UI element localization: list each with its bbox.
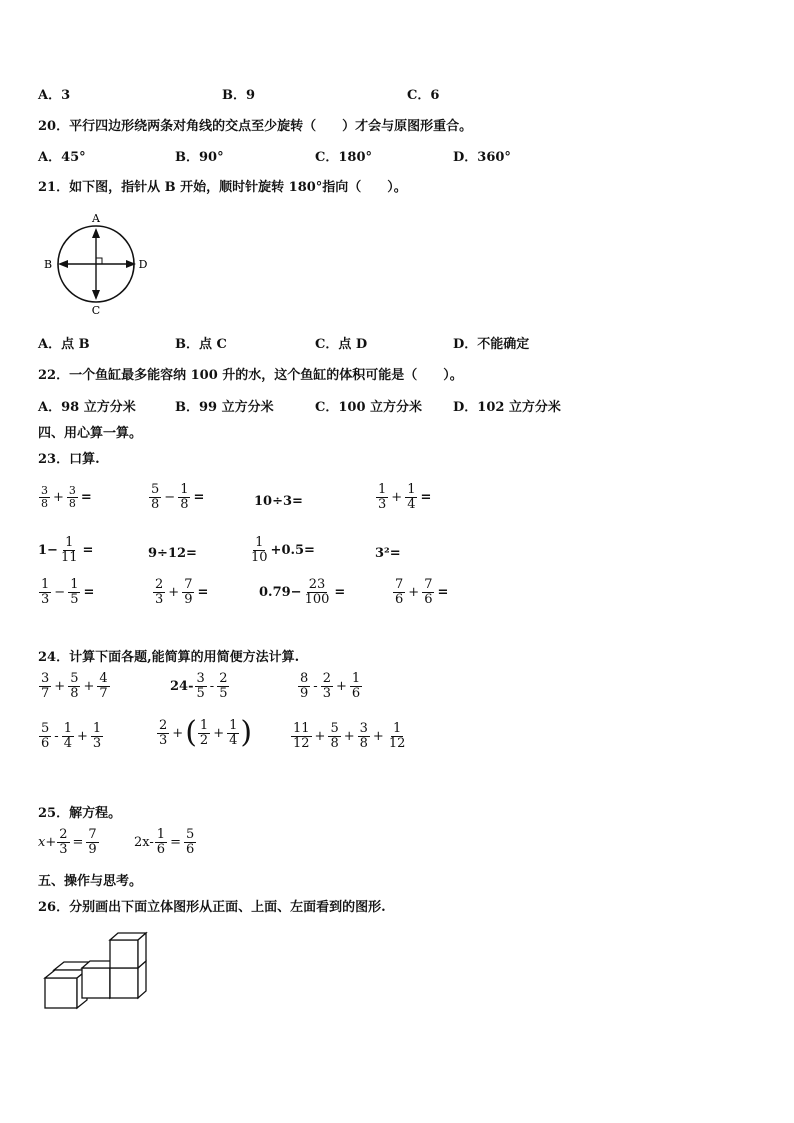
q24-expr-1: $\frac{3}{7}$ + $\frac{5}{8}$ + $\frac{4}{7}$ xyxy=(41,671,108,701)
cube-front-face xyxy=(82,968,110,998)
fraction: $\frac{5}{6}$ xyxy=(41,721,50,751)
q22-option-b: B．99 立方分米 xyxy=(175,400,274,415)
dial-label-left: B xyxy=(43,258,53,271)
q20-option-d: D．360° xyxy=(453,150,511,165)
q21-option-d: D．不能确定 xyxy=(453,337,530,352)
q22-option-d: D．102 立方分米 xyxy=(453,400,561,415)
q24-title: 24．计算下面各题,能简算的用简便方法计算. xyxy=(38,650,300,665)
q24-expr-6: $\frac{11}{12}$ + $\frac{5}{8}$ + $\frac{3}{8}$ + $\frac{1}{12}$ xyxy=(293,721,406,751)
fraction: $\frac{1}{5}$ xyxy=(70,577,79,607)
fraction: $\frac{1}{3}$ xyxy=(41,577,50,607)
cube-front-face xyxy=(45,978,77,1008)
q23-expr-7: $\frac{1}{10}$ +0.5= xyxy=(251,535,315,565)
q23-expr-4: $\frac{1}{3}$ + $\frac{1}{4}$ = xyxy=(378,482,432,512)
arrow-left-icon xyxy=(58,260,68,268)
q23-title: 23．口算. xyxy=(38,452,100,467)
q23-expr-3: 10÷3= xyxy=(254,494,303,509)
fraction: $\frac{2}{5}$ xyxy=(219,671,228,701)
section-4-heading: 四、用心算一算。 xyxy=(38,426,143,441)
q23-expr-1: $\frac{3}{8}$ + $\frac{3}{8}$ = xyxy=(41,484,92,510)
q19-option-b: B．9 xyxy=(222,88,256,103)
arrow-down-icon xyxy=(92,290,100,300)
q25-title: 25．解方程。 xyxy=(38,806,122,821)
fraction: $\frac{3}{8}$ xyxy=(41,484,48,510)
q24-expr-3: $\frac{8}{9}$ - $\frac{2}{3}$ + $\frac{1}{6}$ xyxy=(300,671,361,701)
fraction: $\frac{1}{2}$ xyxy=(199,717,209,748)
q19-option-a: A．3 xyxy=(38,88,71,103)
fraction: $\frac{2}{3}$ xyxy=(322,671,331,701)
cube-front-face xyxy=(110,968,138,998)
fraction: $\frac{1}{10}$ xyxy=(251,535,268,565)
q20-option-b: B．90° xyxy=(175,150,224,165)
fraction: $\frac{1}{6}$ xyxy=(156,827,166,857)
section-5-heading: 五、操作与思考。 xyxy=(38,874,143,889)
fraction: $\frac{5}{8}$ xyxy=(151,482,160,512)
q23-expr-11: 0.79− $\frac{23}{100}$ = xyxy=(259,577,346,607)
q21-option-c: C．点 D xyxy=(315,337,368,352)
q26-title: 26．分别画出下面立体图形从正面、上面、左面看到的图形. xyxy=(38,900,386,915)
fraction: $\frac{1}{4}$ xyxy=(63,721,72,751)
fraction: $\frac{1}{8}$ xyxy=(180,482,189,512)
fraction: $\frac{3}{8}$ xyxy=(359,721,368,751)
cube-front-face xyxy=(110,940,138,968)
q20-option-a: A．45° xyxy=(38,150,86,165)
fraction: $\frac{3}{8}$ xyxy=(68,484,76,510)
fraction: $\frac{2}{3}$ xyxy=(155,577,164,607)
fraction: $\frac{11}{12}$ xyxy=(293,721,310,751)
q23-expr-2: $\frac{5}{8}$ − $\frac{1}{8}$ = xyxy=(151,482,205,512)
dial-label-bottom: C xyxy=(91,304,101,317)
q25-equation-2: 2x- $\frac{1}{6}$ = $\frac{5}{6}$ xyxy=(134,827,195,857)
q22-option-a: A．98 立方分米 xyxy=(38,400,136,415)
q23-expr-5: 1− $\frac{1}{11}$ = xyxy=(38,535,94,565)
fraction: $\frac{5}{8}$ xyxy=(330,721,339,751)
fraction: $\frac{1}{6}$ xyxy=(351,671,361,701)
q21-text: 21．如下图，指针从 B 开始，顺时针旋转 180°指向（ ）。 xyxy=(38,180,407,195)
fraction: $\frac{1}{3}$ xyxy=(378,482,387,512)
q23-expr-12: $\frac{7}{6}$ + $\frac{7}{6}$ = xyxy=(395,577,449,607)
q19-option-c: C．6 xyxy=(407,88,440,103)
q24-expr-4: $\frac{5}{6}$ - $\frac{1}{4}$ + $\frac{1}{3}$ xyxy=(41,721,102,751)
q24-expr-2: 24- $\frac{3}{5}$ - $\frac{2}{5}$ xyxy=(170,671,228,701)
cube-stack-figure xyxy=(40,930,155,1015)
fraction: $\frac{2}{3}$ xyxy=(59,827,68,857)
q23-expr-10: $\frac{2}{3}$ + $\frac{7}{9}$ = xyxy=(155,577,209,607)
q20-text: 20．平行四边形绕两条对角线的交点至少旋转（ ）才会与原图形重合。 xyxy=(38,119,473,134)
q25-equation-1: x+ $\frac{2}{3}$ = $\frac{7}{9}$ xyxy=(38,827,97,857)
fraction: $\frac{2}{3}$ xyxy=(159,717,168,748)
fraction: $\frac{23}{100}$ xyxy=(304,577,330,607)
fraction: $\frac{7}{9}$ xyxy=(184,577,193,607)
q23-expr-9: $\frac{1}{3}$ − $\frac{1}{5}$ = xyxy=(41,577,95,607)
fraction: $\frac{1}{3}$ xyxy=(92,721,102,751)
dial-label-top: A xyxy=(92,212,100,225)
q21-option-a: A．点 B xyxy=(38,337,90,352)
q23-expr-6: 9÷12= xyxy=(148,546,197,561)
dial-figure xyxy=(40,208,155,318)
q20-option-c: C．180° xyxy=(315,150,372,165)
fraction: $\frac{7}{6}$ xyxy=(395,577,404,607)
fraction: $\frac{7}{9}$ xyxy=(88,827,97,857)
fraction: $\frac{3}{7}$ xyxy=(41,671,50,701)
arrow-up-icon xyxy=(92,228,100,238)
q24-expr-5: $\frac{2}{3}$ + ( $\frac{1}{2}$ + $\frac{1}{4}$ ) xyxy=(159,715,253,750)
fraction: $\frac{5}{8}$ xyxy=(70,671,79,701)
fraction: $\frac{4}{7}$ xyxy=(99,671,108,701)
fraction: $\frac{3}{5}$ xyxy=(196,671,205,701)
q22-text: 22．一个鱼缸最多能容纳 100 升的水，这个鱼缸的体积可能是（ ）。 xyxy=(38,368,463,383)
q23-expr-8: 3²= xyxy=(375,546,401,561)
q21-option-b: B．点 C xyxy=(175,337,227,352)
cube-side-face xyxy=(138,933,146,968)
fraction: $\frac{1}{11}$ xyxy=(60,535,78,565)
dial-label-right: D xyxy=(138,258,148,271)
fraction: $\frac{1}{4}$ xyxy=(407,482,416,512)
q22-option-c: C．100 立方分米 xyxy=(315,400,423,415)
fraction: $\frac{8}{9}$ xyxy=(300,671,309,701)
fraction: $\frac{1}{12}$ xyxy=(388,721,406,751)
fraction: $\frac{1}{4}$ xyxy=(229,717,238,748)
right-angle-mark xyxy=(96,258,102,264)
fraction: $\frac{7}{6}$ xyxy=(424,577,433,607)
fraction: $\frac{5}{6}$ xyxy=(185,827,195,857)
